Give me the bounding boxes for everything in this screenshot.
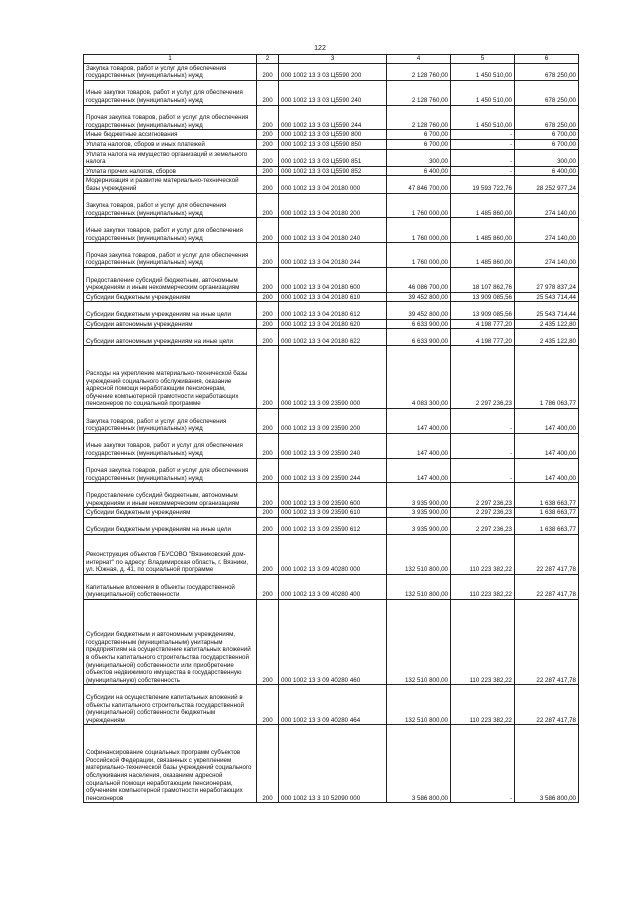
row-kbk-cell: 000 1002 13 3 04 20180 610 <box>279 292 387 302</box>
row-name-cell: Капитальные вложения в объекты государственной (муниципальной) собственности <box>84 575 257 600</box>
row-code-cell: 200 <box>257 80 279 105</box>
row-code-cell: 200 <box>257 292 279 302</box>
row-unexecuted-amount-cell: 147 400,00 <box>515 433 579 458</box>
row-executed-amount-cell: 1 485 860,00 <box>451 193 515 218</box>
row-name-cell: Уплата прочих налогов, сборов <box>84 166 257 176</box>
table-row <box>84 483 579 508</box>
row-executed-amount-cell: - <box>451 139 515 149</box>
row-code-cell: 200 <box>257 458 279 483</box>
row-executed-amount-cell: 4 198 777,20 <box>451 329 515 346</box>
row-unexecuted-amount-cell: 22 287 417,78 <box>515 685 579 725</box>
row-code-cell: 200 <box>257 599 279 685</box>
table-row <box>84 329 579 346</box>
row-kbk-cell: 000 1002 13 3 04 20180 240 <box>279 218 387 243</box>
row-approved-amount-cell: 6 633 900,00 <box>387 329 451 346</box>
row-code-cell: 200 <box>257 535 279 575</box>
column-header: 1 <box>84 55 257 64</box>
row-executed-amount-cell: - <box>451 458 515 483</box>
row-code-cell: 200 <box>257 346 279 409</box>
row-executed-amount-cell: 2 297 236,23 <box>451 517 515 534</box>
table-header-row <box>84 55 579 64</box>
row-unexecuted-amount-cell: 147 400,00 <box>515 458 579 483</box>
row-unexecuted-amount-cell: 1 638 663,77 <box>515 517 579 534</box>
row-executed-amount-cell: 13 909 085,56 <box>451 302 515 319</box>
row-executed-amount-cell: 1 450 510,00 <box>451 105 515 130</box>
row-name-cell: Субсидии бюджетным учреждениям на иные цели <box>84 517 257 534</box>
row-executed-amount-cell: 1 450 510,00 <box>451 80 515 105</box>
row-unexecuted-amount-cell: 6 700,00 <box>515 139 579 149</box>
row-name-cell: Закупка товаров, работ и услуг для обеспечения государственных (муниципальных) нужд <box>84 63 257 80</box>
table-row <box>84 267 579 292</box>
row-code-cell: 200 <box>257 433 279 458</box>
row-name-cell: Субсидии на осуществление капитальных вложений в объекты капитального строительства государственной (муниципальной) собственности бюджетным учреждениям <box>84 685 257 725</box>
table-row <box>84 575 579 600</box>
row-name-cell: Модернизация и развитие материально-технической базы учреждений <box>84 176 257 193</box>
table-row <box>84 292 579 302</box>
row-kbk-cell: 000 1002 13 3 04 20180 620 <box>279 319 387 329</box>
row-approved-amount-cell: 6 400,00 <box>387 166 451 176</box>
row-code-cell: 200 <box>257 319 279 329</box>
row-code-cell: 200 <box>257 725 279 803</box>
row-kbk-cell: 000 1002 13 3 03 Ц5590 850 <box>279 139 387 149</box>
row-approved-amount-cell: 3 935 900,00 <box>387 508 451 518</box>
row-kbk-cell: 000 1002 13 3 09 40280 000 <box>279 535 387 575</box>
row-executed-amount-cell: 1 485 860,00 <box>451 243 515 268</box>
row-kbk-cell: 000 1002 13 3 04 20180 612 <box>279 302 387 319</box>
row-code-cell: 200 <box>257 302 279 319</box>
row-kbk-cell: 000 1002 13 3 04 20180 200 <box>279 193 387 218</box>
column-header: 2 <box>257 55 279 64</box>
table-row <box>84 218 579 243</box>
row-executed-amount-cell: 1 485 860,00 <box>451 218 515 243</box>
row-code-cell: 200 <box>257 218 279 243</box>
row-code-cell: 200 <box>257 176 279 193</box>
row-executed-amount-cell: 2 297 236,23 <box>451 483 515 508</box>
table-row <box>84 63 579 80</box>
row-kbk-cell: 000 1002 13 3 03 Ц5590 852 <box>279 166 387 176</box>
row-approved-amount-cell: 132 510 800,00 <box>387 685 451 725</box>
table-row <box>84 508 579 518</box>
row-approved-amount-cell: 1 760 000,00 <box>387 193 451 218</box>
row-name-cell: Уплата налогов, сборов и иных платежей <box>84 139 257 149</box>
table-row <box>84 409 579 434</box>
row-approved-amount-cell: 132 510 800,00 <box>387 599 451 685</box>
budget-report-table <box>83 54 579 803</box>
column-header: 6 <box>515 55 579 64</box>
row-unexecuted-amount-cell: 1 638 663,77 <box>515 508 579 518</box>
row-name-cell: Иные закупки товаров, работ и услуг для обеспечения государственных (муниципальных) нужд <box>84 433 257 458</box>
row-code-cell: 200 <box>257 685 279 725</box>
row-name-cell: Прочая закупка товаров, работ и услуг для обеспечения государственных (муниципальных) нужд <box>84 458 257 483</box>
row-unexecuted-amount-cell: 300,00 <box>515 149 579 166</box>
row-approved-amount-cell: 1 760 000,00 <box>387 218 451 243</box>
row-name-cell: Субсидии бюджетным учреждениям <box>84 508 257 518</box>
row-approved-amount-cell: 1 760 000,00 <box>387 243 451 268</box>
row-approved-amount-cell: 132 510 800,00 <box>387 535 451 575</box>
row-name-cell: Реконструкция объектов ГБУСОВО "Вязниковский дом-интернат" по адресу: Владимирская область, г. Вязники, ул. Южная, д. 41, по социальной программе <box>84 535 257 575</box>
row-unexecuted-amount-cell: 1 638 663,77 <box>515 483 579 508</box>
row-approved-amount-cell: 132 510 800,00 <box>387 575 451 600</box>
row-kbk-cell: 000 1002 13 3 09 23590 244 <box>279 458 387 483</box>
row-name-cell: Субсидии автономным учреждениям на иные цели <box>84 329 257 346</box>
row-name-cell: Иные закупки товаров, работ и услуг для обеспечения государственных (муниципальных) нужд <box>84 80 257 105</box>
row-unexecuted-amount-cell: 6 700,00 <box>515 130 579 140</box>
row-approved-amount-cell: 39 452 800,00 <box>387 302 451 319</box>
row-unexecuted-amount-cell: 678 250,00 <box>515 80 579 105</box>
row-code-cell: 200 <box>257 105 279 130</box>
table-row <box>84 105 579 130</box>
row-code-cell: 200 <box>257 409 279 434</box>
row-executed-amount-cell: 110 223 382,22 <box>451 685 515 725</box>
row-unexecuted-amount-cell: 22 287 417,78 <box>515 575 579 600</box>
row-name-cell: Закупка товаров, работ и услуг для обеспечения государственных (муниципальных) нужд <box>84 409 257 434</box>
row-unexecuted-amount-cell: 274 140,00 <box>515 218 579 243</box>
row-approved-amount-cell: 4 083 300,00 <box>387 346 451 409</box>
row-code-cell: 200 <box>257 243 279 268</box>
row-unexecuted-amount-cell: 3 586 800,00 <box>515 725 579 803</box>
page-number: 122 <box>314 45 326 52</box>
row-approved-amount-cell: 3 935 900,00 <box>387 483 451 508</box>
row-name-cell: Прочая закупка товаров, работ и услуг для обеспечения государственных (муниципальных) нужд <box>84 243 257 268</box>
row-code-cell: 200 <box>257 193 279 218</box>
row-approved-amount-cell: 147 400,00 <box>387 433 451 458</box>
column-header: 4 <box>387 55 451 64</box>
row-unexecuted-amount-cell: 678 250,00 <box>515 63 579 80</box>
table-row <box>84 80 579 105</box>
row-unexecuted-amount-cell: 2 435 122,80 <box>515 329 579 346</box>
row-executed-amount-cell: 19 593 722,76 <box>451 176 515 193</box>
row-approved-amount-cell: 2 128 760,00 <box>387 105 451 130</box>
row-kbk-cell: 000 1002 13 3 04 20180 000 <box>279 176 387 193</box>
row-unexecuted-amount-cell: 274 140,00 <box>515 243 579 268</box>
table-row <box>84 517 579 534</box>
table-row <box>84 139 579 149</box>
row-executed-amount-cell: - <box>451 166 515 176</box>
row-name-cell: Иные бюджетные ассигнования <box>84 130 257 140</box>
row-code-cell: 200 <box>257 166 279 176</box>
row-kbk-cell: 000 1002 13 3 03 Ц5590 800 <box>279 130 387 140</box>
table-row <box>84 458 579 483</box>
row-unexecuted-amount-cell: 1 786 063,77 <box>515 346 579 409</box>
row-unexecuted-amount-cell: 25 543 714,44 <box>515 292 579 302</box>
row-kbk-cell: 000 1002 13 3 10 52090 000 <box>279 725 387 803</box>
row-kbk-cell: 000 1002 13 3 03 Ц5590 240 <box>279 80 387 105</box>
row-code-cell: 200 <box>257 329 279 346</box>
row-unexecuted-amount-cell: 28 252 977,24 <box>515 176 579 193</box>
row-name-cell: Субсидии бюджетным учреждениям на иные цели <box>84 302 257 319</box>
row-kbk-cell: 000 1002 13 3 09 40280 460 <box>279 599 387 685</box>
row-name-cell: Прочая закупка товаров, работ и услуг для обеспечения государственных (муниципальных) нужд <box>84 105 257 130</box>
row-kbk-cell: 000 1002 13 3 09 23590 200 <box>279 409 387 434</box>
row-kbk-cell: 000 1002 13 3 09 40280 464 <box>279 685 387 725</box>
column-header: 5 <box>451 55 515 64</box>
row-code-cell: 200 <box>257 139 279 149</box>
row-executed-amount-cell: 18 107 862,76 <box>451 267 515 292</box>
row-code-cell: 200 <box>257 130 279 140</box>
row-approved-amount-cell: 46 086 700,00 <box>387 267 451 292</box>
row-executed-amount-cell: 13 909 085,56 <box>451 292 515 302</box>
table-row <box>84 346 579 409</box>
row-approved-amount-cell: 6 633 900,00 <box>387 319 451 329</box>
row-unexecuted-amount-cell: 147 400,00 <box>515 409 579 434</box>
row-unexecuted-amount-cell: 25 543 714,44 <box>515 302 579 319</box>
table-row <box>84 149 579 166</box>
row-kbk-cell: 000 1002 13 3 09 23590 000 <box>279 346 387 409</box>
table-row <box>84 319 579 329</box>
row-code-cell: 200 <box>257 517 279 534</box>
row-name-cell: Иные закупки товаров, работ и услуг для обеспечения государственных (муниципальных) нужд <box>84 218 257 243</box>
row-approved-amount-cell: 3 935 900,00 <box>387 517 451 534</box>
row-approved-amount-cell: 2 128 760,00 <box>387 80 451 105</box>
table-row <box>84 130 579 140</box>
table-row <box>84 166 579 176</box>
row-code-cell: 200 <box>257 575 279 600</box>
row-name-cell: Субсидии бюджетным учреждениям <box>84 292 257 302</box>
table-row <box>84 302 579 319</box>
row-name-cell: Расходы на укрепление материально-технической базы учреждений социального обслуживания, оказание адресной помощи неработающим пенсионерам, обучение компьютерной грамотности неработающих пенсионеров по социальной программе <box>84 346 257 409</box>
row-unexecuted-amount-cell: 678 250,00 <box>515 105 579 130</box>
row-name-cell: Предоставление субсидий бюджетным, автономным учреждениям и иным некоммерческим организациям <box>84 267 257 292</box>
row-code-cell: 200 <box>257 508 279 518</box>
table-row <box>84 599 579 685</box>
table-row <box>84 433 579 458</box>
row-kbk-cell: 000 1002 13 3 09 23590 240 <box>279 433 387 458</box>
table-row <box>84 535 579 575</box>
row-approved-amount-cell: 147 400,00 <box>387 409 451 434</box>
table-row <box>84 725 579 803</box>
row-unexecuted-amount-cell: 22 287 417,78 <box>515 535 579 575</box>
row-code-cell: 200 <box>257 63 279 80</box>
row-name-cell: Софинансирование социальных программ субъектов Российской Федерации, связанных с укреплением материально-технической базы учреждений социального обслуживания населения, оказанием адресной социальной помощи неработающим пенсионерам, обучением компьютерной грамотности неработающих пенсионеров <box>84 725 257 803</box>
row-approved-amount-cell: 147 400,00 <box>387 458 451 483</box>
row-code-cell: 200 <box>257 483 279 508</box>
row-executed-amount-cell: 110 223 382,22 <box>451 535 515 575</box>
row-name-cell: Предоставление субсидий бюджетным, автономным учреждениям и иным некоммерческим организациям <box>84 483 257 508</box>
row-executed-amount-cell: 4 198 777,20 <box>451 319 515 329</box>
row-approved-amount-cell: 47 846 700,00 <box>387 176 451 193</box>
row-approved-amount-cell: 39 452 800,00 <box>387 292 451 302</box>
row-kbk-cell: 000 1002 13 3 04 20180 600 <box>279 267 387 292</box>
row-executed-amount-cell: - <box>451 433 515 458</box>
row-approved-amount-cell: 2 128 760,00 <box>387 63 451 80</box>
row-kbk-cell: 000 1002 13 3 04 20180 622 <box>279 329 387 346</box>
table-row <box>84 243 579 268</box>
row-name-cell: Уплата налога на имущество организаций и земельного налога <box>84 149 257 166</box>
row-kbk-cell: 000 1002 13 3 03 Ц5590 851 <box>279 149 387 166</box>
row-executed-amount-cell: 110 223 382,22 <box>451 599 515 685</box>
row-unexecuted-amount-cell: 27 978 837,24 <box>515 267 579 292</box>
row-executed-amount-cell: - <box>451 725 515 803</box>
row-approved-amount-cell: 6 700,00 <box>387 130 451 140</box>
row-name-cell: Закупка товаров, работ и услуг для обеспечения государственных (муниципальных) нужд <box>84 193 257 218</box>
row-executed-amount-cell: 1 450 510,00 <box>451 63 515 80</box>
row-kbk-cell: 000 1002 13 3 03 Ц5590 244 <box>279 105 387 130</box>
row-kbk-cell: 000 1002 13 3 09 40280 400 <box>279 575 387 600</box>
table-row <box>84 176 579 193</box>
row-approved-amount-cell: 300,00 <box>387 149 451 166</box>
row-executed-amount-cell: - <box>451 409 515 434</box>
row-executed-amount-cell: - <box>451 130 515 140</box>
row-executed-amount-cell: 2 297 236,23 <box>451 508 515 518</box>
row-unexecuted-amount-cell: 274 140,00 <box>515 193 579 218</box>
row-name-cell: Субсидии бюджетным и автономным учреждениям, государственным (муниципальным) унитарным предприятиям на осуществление капитальных вложений в объекты капитального строительства государственной (муниципальной) собственности или приобретение объектов недвижимого имущества в государственную (муниципальную) собственность <box>84 599 257 685</box>
column-header: 3 <box>279 55 387 64</box>
row-executed-amount-cell: 110 223 382,22 <box>451 575 515 600</box>
row-name-cell: Субсидии автономным учреждениям <box>84 319 257 329</box>
row-executed-amount-cell: 2 297 236,23 <box>451 346 515 409</box>
row-executed-amount-cell: - <box>451 149 515 166</box>
row-kbk-cell: 000 1002 13 3 09 23590 612 <box>279 517 387 534</box>
row-approved-amount-cell: 6 700,00 <box>387 139 451 149</box>
row-code-cell: 200 <box>257 149 279 166</box>
row-code-cell: 200 <box>257 267 279 292</box>
row-kbk-cell: 000 1002 13 3 09 23590 600 <box>279 483 387 508</box>
row-kbk-cell: 000 1002 13 3 04 20180 244 <box>279 243 387 268</box>
row-unexecuted-amount-cell: 6 400,00 <box>515 166 579 176</box>
row-unexecuted-amount-cell: 22 287 417,78 <box>515 599 579 685</box>
table-row <box>84 193 579 218</box>
row-unexecuted-amount-cell: 2 435 122,80 <box>515 319 579 329</box>
row-kbk-cell: 000 1002 13 3 03 Ц5590 200 <box>279 63 387 80</box>
row-kbk-cell: 000 1002 13 3 09 23590 610 <box>279 508 387 518</box>
row-approved-amount-cell: 3 586 800,00 <box>387 725 451 803</box>
table-row <box>84 685 579 725</box>
